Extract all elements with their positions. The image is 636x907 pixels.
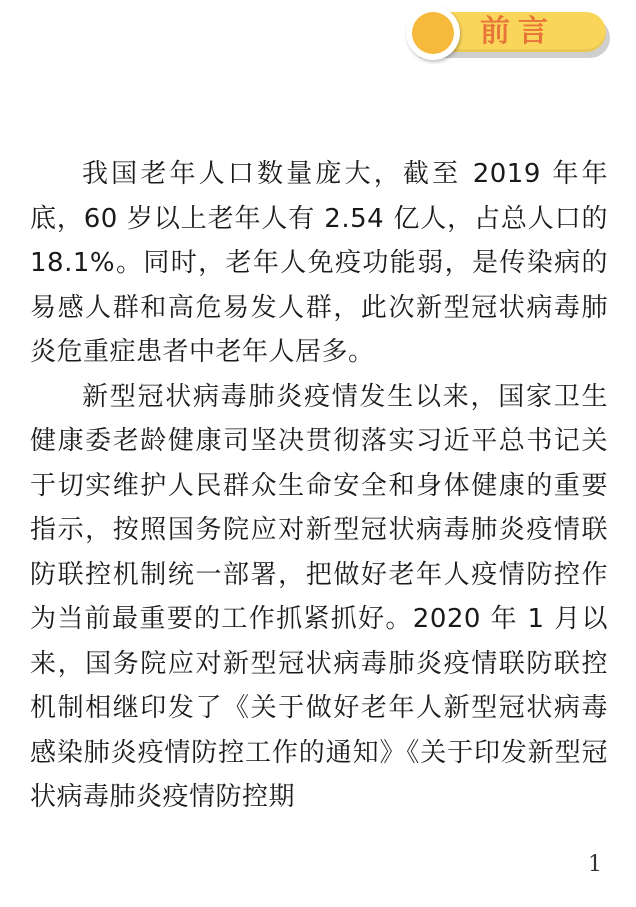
body-text xyxy=(30,152,608,820)
paragraph-1: 我国老年人口数量庞大，截至 2019 年年底，60 岁以上老年人有 2.54 亿人，占总人口的 18.1%。同时，老年人免疫功能弱，是传染病的易感人群和高危易发人群，此次新型冠状病毒肺炎危重症患者中老年人居多。 xyxy=(30,159,608,367)
section-title: 前言 xyxy=(480,14,556,49)
badge-circle-icon xyxy=(406,6,460,60)
paragraph-2: 新型冠状病毒肺炎疫情发生以来，国家卫生健康委老龄健康司坚决贯彻落实习近平总书记关于切实维护人民群众生命安全和身体健康的重要指示，按照国务院应对新型冠状病毒肺炎疫情联防联控机制统一部署，把做好老年人疫情防控作为当前最重要的工作抓紧抓好。2020 年 1 月以来，国务院应对新型冠状病毒肺炎疫情联防联控机制相继印发了《关于做好老年人新型冠状病毒感染肺炎疫情防控工作的通知》《关于印发新型冠状病毒肺炎疫情防控期 xyxy=(30,381,608,812)
section-header-badge xyxy=(406,6,612,62)
page-number: 1 xyxy=(588,852,602,877)
badge-circle-fill xyxy=(412,12,454,54)
